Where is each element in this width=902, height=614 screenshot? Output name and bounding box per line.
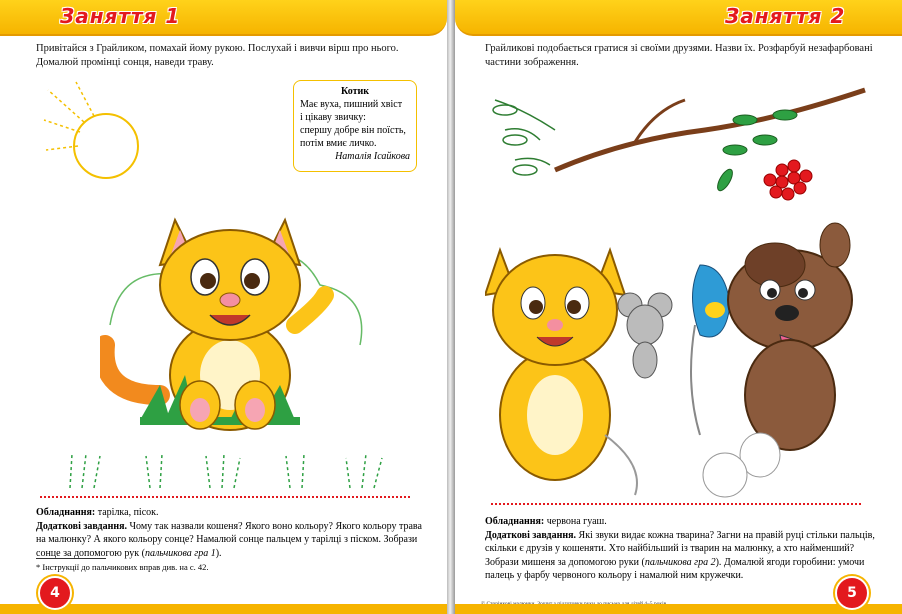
tasks-label: Додаткові завдання.: [485, 529, 577, 541]
footnote: * Інструкції до пальчикових вправ див. на с. 42.: [36, 562, 209, 572]
equipment-text: червона гуаш.: [546, 516, 607, 527]
finger-game-ref: пальчикова гра 1: [144, 547, 216, 559]
friends-illustration: [485, 205, 885, 505]
tasks-text-end: ).: [215, 547, 222, 559]
lesson-title: Заняття 1: [60, 4, 181, 28]
bottom-band: [0, 604, 447, 614]
page-number: 5: [835, 576, 869, 610]
poem-title: Котик: [340, 86, 370, 97]
rowan-branch-illustration: [485, 70, 875, 210]
poem-line: спершу добре він поїсть,: [300, 125, 406, 136]
poem-line: і цікаву звичку:: [300, 112, 366, 123]
poem-line: Має вуха, пишний хвіст: [300, 99, 403, 110]
lesson-title: Заняття 2: [725, 4, 846, 28]
cat-grailyk-illustration: [100, 205, 380, 450]
book-spine: [447, 0, 455, 614]
tasks-text-end: ). Домалюй ягоди горобини: умочи палець у фарбу червоного кольору і намалюй ним кружечки.: [485, 556, 865, 581]
tasks-text: Які звуки видає кожна тварина? Загни на правій руці стільки пальців, скільки є друзів у кошеняти. Хто найбільший із тварин на малюнку, а хто найменший? Зобрази мишеня за допомогою руки (: [485, 529, 875, 568]
teacher-notes: [485, 515, 877, 583]
dotted-separator: [40, 496, 410, 500]
dotted-separator: [491, 503, 861, 507]
tasks-label: Додаткові завдання.: [36, 520, 128, 532]
poem-box: [293, 80, 417, 172]
footnote-rule: [36, 558, 106, 559]
equipment-label: Обладнання:: [36, 507, 96, 518]
sun-tracing-illustration: [40, 80, 150, 190]
bottom-band: [455, 604, 902, 614]
equipment-label: Обладнання:: [485, 516, 545, 527]
teacher-notes: [36, 506, 426, 560]
equipment-text: тарілка, пісок.: [97, 507, 159, 518]
grass-tracing-lines: [60, 450, 390, 490]
poem-author: Наталія Ісайкова: [335, 151, 410, 162]
right-page: [455, 0, 902, 614]
poem-line: потім вмиє личко.: [300, 138, 377, 149]
page-number: 4: [38, 576, 72, 610]
finger-game-ref: пальчикова гра 2: [644, 556, 716, 568]
instruction-text: Грайликові подобається гратися зі своїми друзями. Назви їх. Розфарбуй незафарбовані частини зображення.: [485, 43, 873, 68]
instruction-text: Привітайся з Грайликом, помахай йому рукою. Послухай і вивчи вірш про нього. Домалюй промінці сонця, наведи траву.: [36, 43, 399, 68]
left-page: [0, 0, 447, 614]
tasks-text: Чому так назвали кошеня? Якого воно кольору? Якого кольору трава на малюнку? А якого кольору сонце? Намалюй сонце пальцем у тарілці з піском. Зобрази сонце за допомогою рук (: [36, 520, 422, 559]
